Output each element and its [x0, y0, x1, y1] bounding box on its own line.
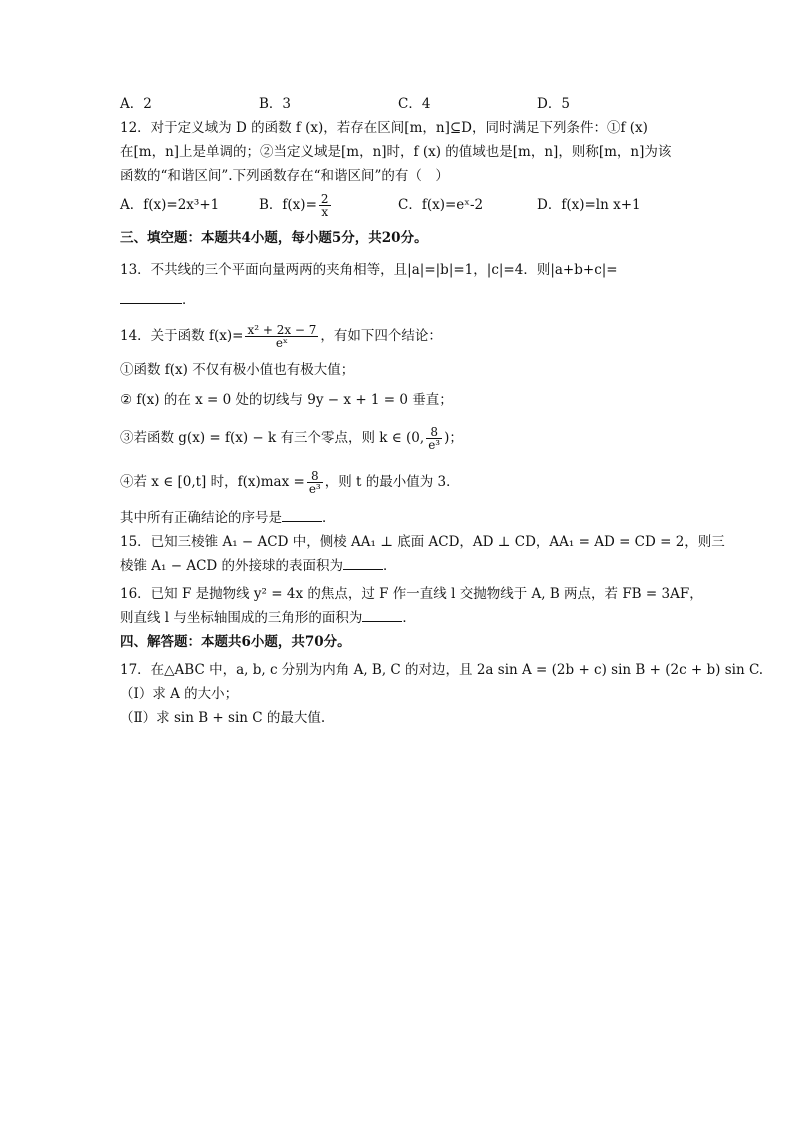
q14-intro-den: eˣ — [275, 336, 289, 350]
q12-option-b-label: B．f(x)= — [259, 197, 317, 213]
q13-period: ． — [182, 292, 196, 308]
section-3-heading: 三、填空题：本题共4小题，每小题5分，共20分。 — [120, 230, 428, 246]
q12-option-b-fraction — [319, 193, 331, 218]
q11-option-a: A．2 — [120, 96, 152, 112]
q14-answer-blank[interactable] — [282, 507, 322, 522]
q17-part-1: （Ⅰ）求 A 的大小； — [120, 686, 239, 702]
q12-option-c: C．f(x)=eˣ-2 — [398, 197, 484, 213]
q14-intro-fraction — [245, 324, 318, 349]
q14-c4-pre: ④若 x ∈ [0,t] 时，f(x)max = — [120, 474, 305, 490]
q14-intro-post: ，有如下四个结论： — [320, 328, 442, 344]
q12-option-a: A．f(x)=2x³+1 — [120, 197, 220, 213]
q14-answer-line — [120, 506, 680, 530]
q14-intro — [120, 318, 680, 354]
q14-c3-fraction — [426, 426, 442, 451]
q16-line1: 16．已知 F 是抛物线 y² = 4x 的焦点，过 F 作一直线 l 交抛物线于 A, B 两点，若 FB = 3AF， — [120, 586, 703, 602]
q16-line2 — [120, 606, 680, 630]
q12-option-b-num: 2 — [320, 192, 329, 206]
q14-conclusion-4 — [120, 462, 680, 502]
q14-c3-pre: ③若函数 g(x) = f(x) − k 有三个零点，则 k ∈ (0, — [120, 430, 425, 446]
q14-c3-post: )； — [444, 430, 463, 446]
q14-conclusion-2: ② f(x) 的在 x = 0 处的切线与 9y − x + 1 = 0 垂直； — [120, 392, 453, 408]
q13-line2 — [120, 288, 680, 312]
q14-answer-period: ． — [322, 510, 336, 526]
q14-c4-fraction — [307, 470, 323, 495]
q16-period: ． — [402, 610, 416, 626]
q12-option-b — [259, 188, 398, 222]
q12-option-b-den: x — [321, 205, 329, 219]
q15-answer-blank[interactable] — [343, 555, 383, 570]
q14-c4-den: e³ — [308, 482, 321, 496]
exam-page — [120, 92, 764, 730]
q14-c4-num: 8 — [307, 470, 323, 483]
q12-line3: 函数的“和谐区间”.下列函数存在“和谐区间”的有（ ） — [120, 168, 449, 184]
q12-options — [120, 188, 680, 222]
q14-intro-pre: 14．关于函数 f(x)= — [120, 328, 244, 344]
q13-line1: 13．不共线的三个平面向量两两的夹角相等，且|a|=|b|=1，|c|=4．则|a+b+c|= — [120, 262, 618, 278]
q14-c4-post: ，则 t 的最小值为 3． — [324, 474, 460, 490]
q11-options — [120, 92, 680, 116]
q15-line2-text: 棱锥 A₁ − ACD 的外接球的表面积为 — [120, 558, 344, 574]
q15-period: ． — [383, 558, 397, 574]
q12-line2: 在[m，n]上是单调的；②当定义域是[m，n]时，f (x) 的值域也是[m，n]，则称[m，n]为该 — [120, 144, 672, 160]
q16-answer-blank[interactable] — [362, 607, 402, 622]
section-4-heading: 四、解答题：本题共6小题，共70分。 — [120, 634, 351, 650]
q11-option-c: C．4 — [398, 96, 431, 112]
q12-line1: 12．对于定义域为 D 的函数 f (x)，若存在区间[m，n]⊆D，同时满足下列条件：①f (x) — [120, 120, 648, 136]
q14-intro-num: x² + 2x − 7 — [247, 323, 317, 337]
q17-part-2: （Ⅱ）求 sin B + sin C 的最大值. — [120, 710, 326, 726]
q14-answer-prompt: 其中所有正确结论的序号是 — [120, 510, 282, 526]
q11-option-d: D．5 — [537, 96, 570, 112]
q14-conclusion-3 — [120, 418, 680, 458]
q16-line2-text: 则直线 l 与坐标轴围成的三角形的面积为 — [120, 610, 363, 626]
q14-c3-num: 8 — [426, 426, 442, 439]
q15-line2 — [120, 554, 680, 578]
q11-option-b: B．3 — [259, 96, 292, 112]
q12-option-d: D．f(x)=ln x+1 — [537, 197, 641, 213]
q13-answer-blank[interactable] — [120, 289, 182, 304]
q17-line1: 17．在△ABC 中，a, b, c 分别为内角 A, B, C 的对边，且 2a sin A = (2b + c) sin B + (2c + b) sin C. — [120, 662, 764, 678]
q14-conclusion-1: ①函数 f(x) 不仅有极小值也有极大值； — [120, 362, 355, 378]
q14-c3-den: e³ — [428, 438, 441, 452]
q15-line1: 15．已知三棱锥 A₁ − ACD 中，侧棱 AA₁ ⊥ 底面 ACD，AD ⊥ CD，AA₁ = AD = CD = 2，则三 — [120, 534, 725, 550]
